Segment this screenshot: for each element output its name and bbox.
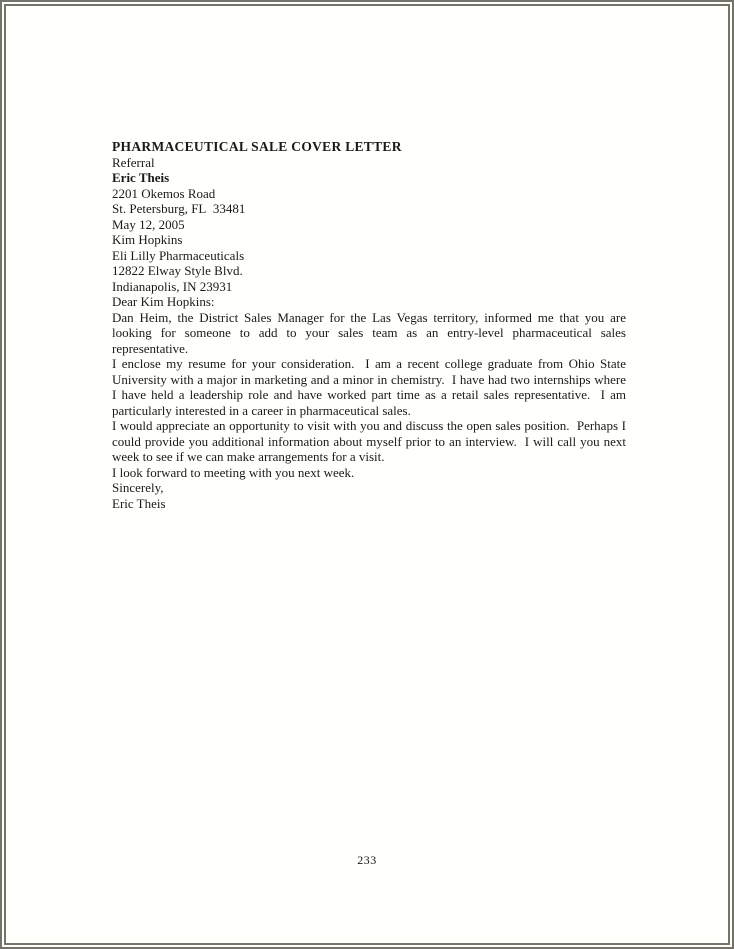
sender-name: Eric Theis: [112, 170, 170, 185]
sender-address-block: [112, 170, 626, 217]
letter-body: [112, 139, 626, 511]
letter-title: PHARMACEUTICAL SALE COVER LETTER: [112, 139, 402, 154]
sender-city-state-zip: St. Petersburg, FL 33481: [112, 201, 246, 216]
recipient-address-block: [112, 232, 626, 294]
recipient-street: 12822 Elway Style Blvd.: [112, 263, 243, 278]
body-paragraph-1: Dan Heim, the District Sales Manager for the Las Vegas territory, informed me that you are looking for someone to add to your sales team as an entry-level pharmaceutical sales representative.: [112, 309, 626, 356]
body-paragraph-3: I would appreciate an opportunity to visit with you and discuss the open sales position. Perhaps I could provide you additional information about myself prior to an interview. I will call you next week to see if we can make arrangements for a visit.: [112, 418, 626, 464]
sender-street: 2201 Okemos Road: [112, 185, 216, 201]
letter-type-label: Referral: [112, 154, 155, 170]
recipient-city-state-zip: Indianapolis, IN 23931: [112, 278, 233, 294]
recipient-company: Eli Lilly Pharmaceuticals: [112, 247, 245, 263]
closing-valediction: Sincerely,: [112, 480, 164, 495]
page-number: 233: [357, 853, 377, 867]
recipient-name: Kim Hopkins: [112, 232, 183, 247]
body-paragraph-2: I enclose my resume for your consideration. I am a recent college graduate from Ohio State University with a major in marketing and a minor in chemistry. I have had two internships where I have held a leadership role and have worked part time as a retail sales representative. I am particularly interested in a career in pharmaceutical sales.: [112, 356, 626, 418]
salutation: Dear Kim Hopkins:: [112, 294, 215, 309]
body-paragraph-4: I look forward to meeting with you next week.: [112, 464, 355, 480]
letter-date: May 12, 2005: [112, 216, 185, 232]
signature-name: Eric Theis: [112, 495, 166, 511]
